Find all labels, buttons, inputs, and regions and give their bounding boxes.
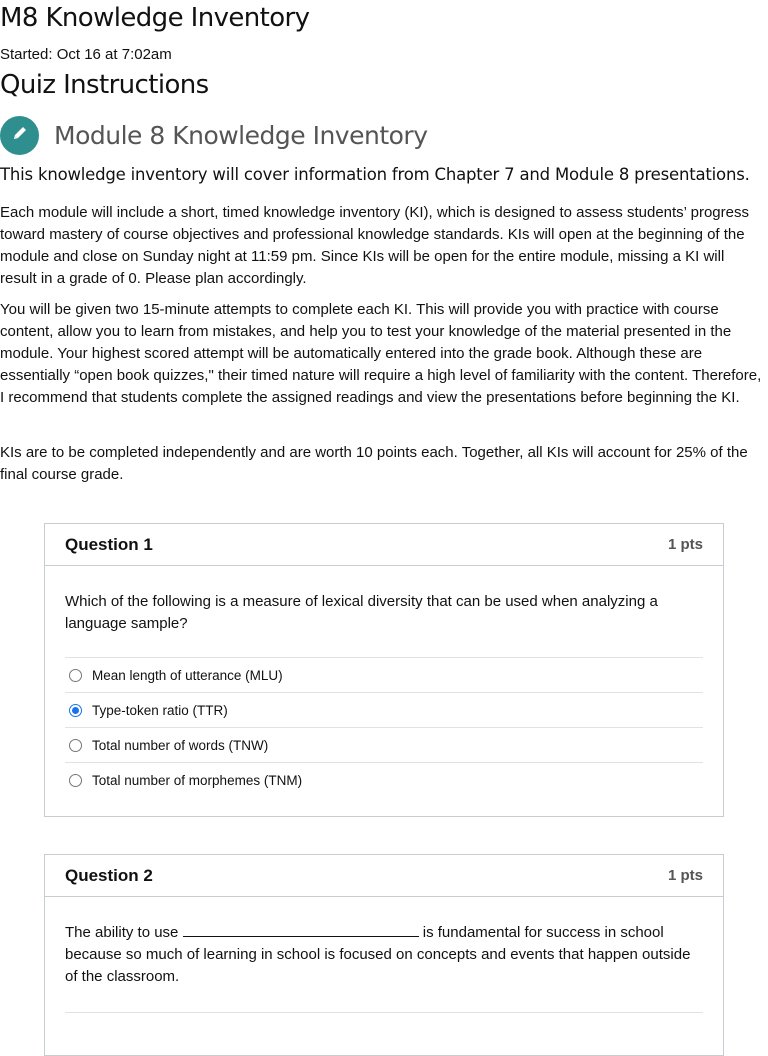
question-text-end: is fundamental for success in school because so much of learning in school is focused on concepts and events that happen outside of the classroom. <box>65 924 691 985</box>
question-text-start: The ability to use <box>65 924 179 941</box>
fill-in-blank <box>183 922 419 937</box>
radio-button[interactable] <box>69 669 82 682</box>
module-header <box>0 115 428 155</box>
question-title: Question 1 <box>65 534 153 554</box>
intro-text: This knowledge inventory will cover information from Chapter 7 and Module 8 presentations. <box>0 165 750 184</box>
question-card-1 <box>44 523 724 817</box>
instructions-paragraph: You will be given two 15-minute attempts to complete each KI. This will provide you with practice with course content, allow you to learn from mistakes, and help you to test your knowledge of the material presented in the module. Your highest scored attempt will be automatically entered into the grade book. Although these are essentially “open book quizzes," their timed nature will require a high level of familiarity with the content. Therefore, I recommend that students complete the assigned readings and view the presentations before beginning the KI. <box>0 301 762 406</box>
question-points: 1 pts <box>667 536 703 553</box>
answer-label[interactable]: Total number of morphemes (TNM) <box>92 772 303 788</box>
radio-button-selected[interactable] <box>69 704 82 717</box>
answer-label[interactable]: Mean length of utterance (MLU) <box>92 667 283 683</box>
question-points: 1 pts <box>667 867 703 884</box>
question-title: Question 2 <box>65 865 153 885</box>
quiz-instructions-heading: Quiz Instructions <box>0 70 209 100</box>
answer-option[interactable] <box>65 762 703 797</box>
answer-label[interactable]: Total number of words (TNW) <box>92 737 269 753</box>
answer-option[interactable] <box>65 727 703 762</box>
divider <box>65 1012 703 1013</box>
question-text: Which of the following is a measure of lexical diversity that can be used when analyzing a language sample? <box>65 593 658 632</box>
instructions-paragraph: KIs are to be completed independently and are worth 10 points each. Together, all KIs will account for 25% of the final course grade. <box>0 444 748 483</box>
page-title: M8 Knowledge Inventory <box>0 3 310 33</box>
question-card-2 <box>44 854 724 1056</box>
answer-option[interactable] <box>65 657 703 692</box>
question-body <box>45 566 723 797</box>
question-header <box>45 524 723 566</box>
instructions-paragraph: Each module will include a short, timed knowledge inventory (KI), which is designed to assess students’ progress toward mastery of course objectives and professional knowledge standards. KIs will open at the beginning of the module and close on Sunday night at 11:59 pm. Since KIs will be open for the entire module, missing a KI will result in a grade of 0. Please plan accordingly. <box>0 204 749 287</box>
radio-button[interactable] <box>69 774 82 787</box>
radio-button[interactable] <box>69 739 82 752</box>
module-badge <box>0 116 39 155</box>
started-timestamp: Started: Oct 16 at 7:02am <box>0 46 172 63</box>
question-text <box>65 922 695 988</box>
pencil-icon <box>10 123 30 148</box>
answer-label[interactable]: Type-token ratio (TTR) <box>92 702 228 718</box>
module-title: Module 8 Knowledge Inventory <box>54 120 428 150</box>
answer-list <box>65 657 703 797</box>
question-header <box>45 855 723 897</box>
answer-option[interactable] <box>65 692 703 727</box>
question-body <box>45 897 723 1013</box>
